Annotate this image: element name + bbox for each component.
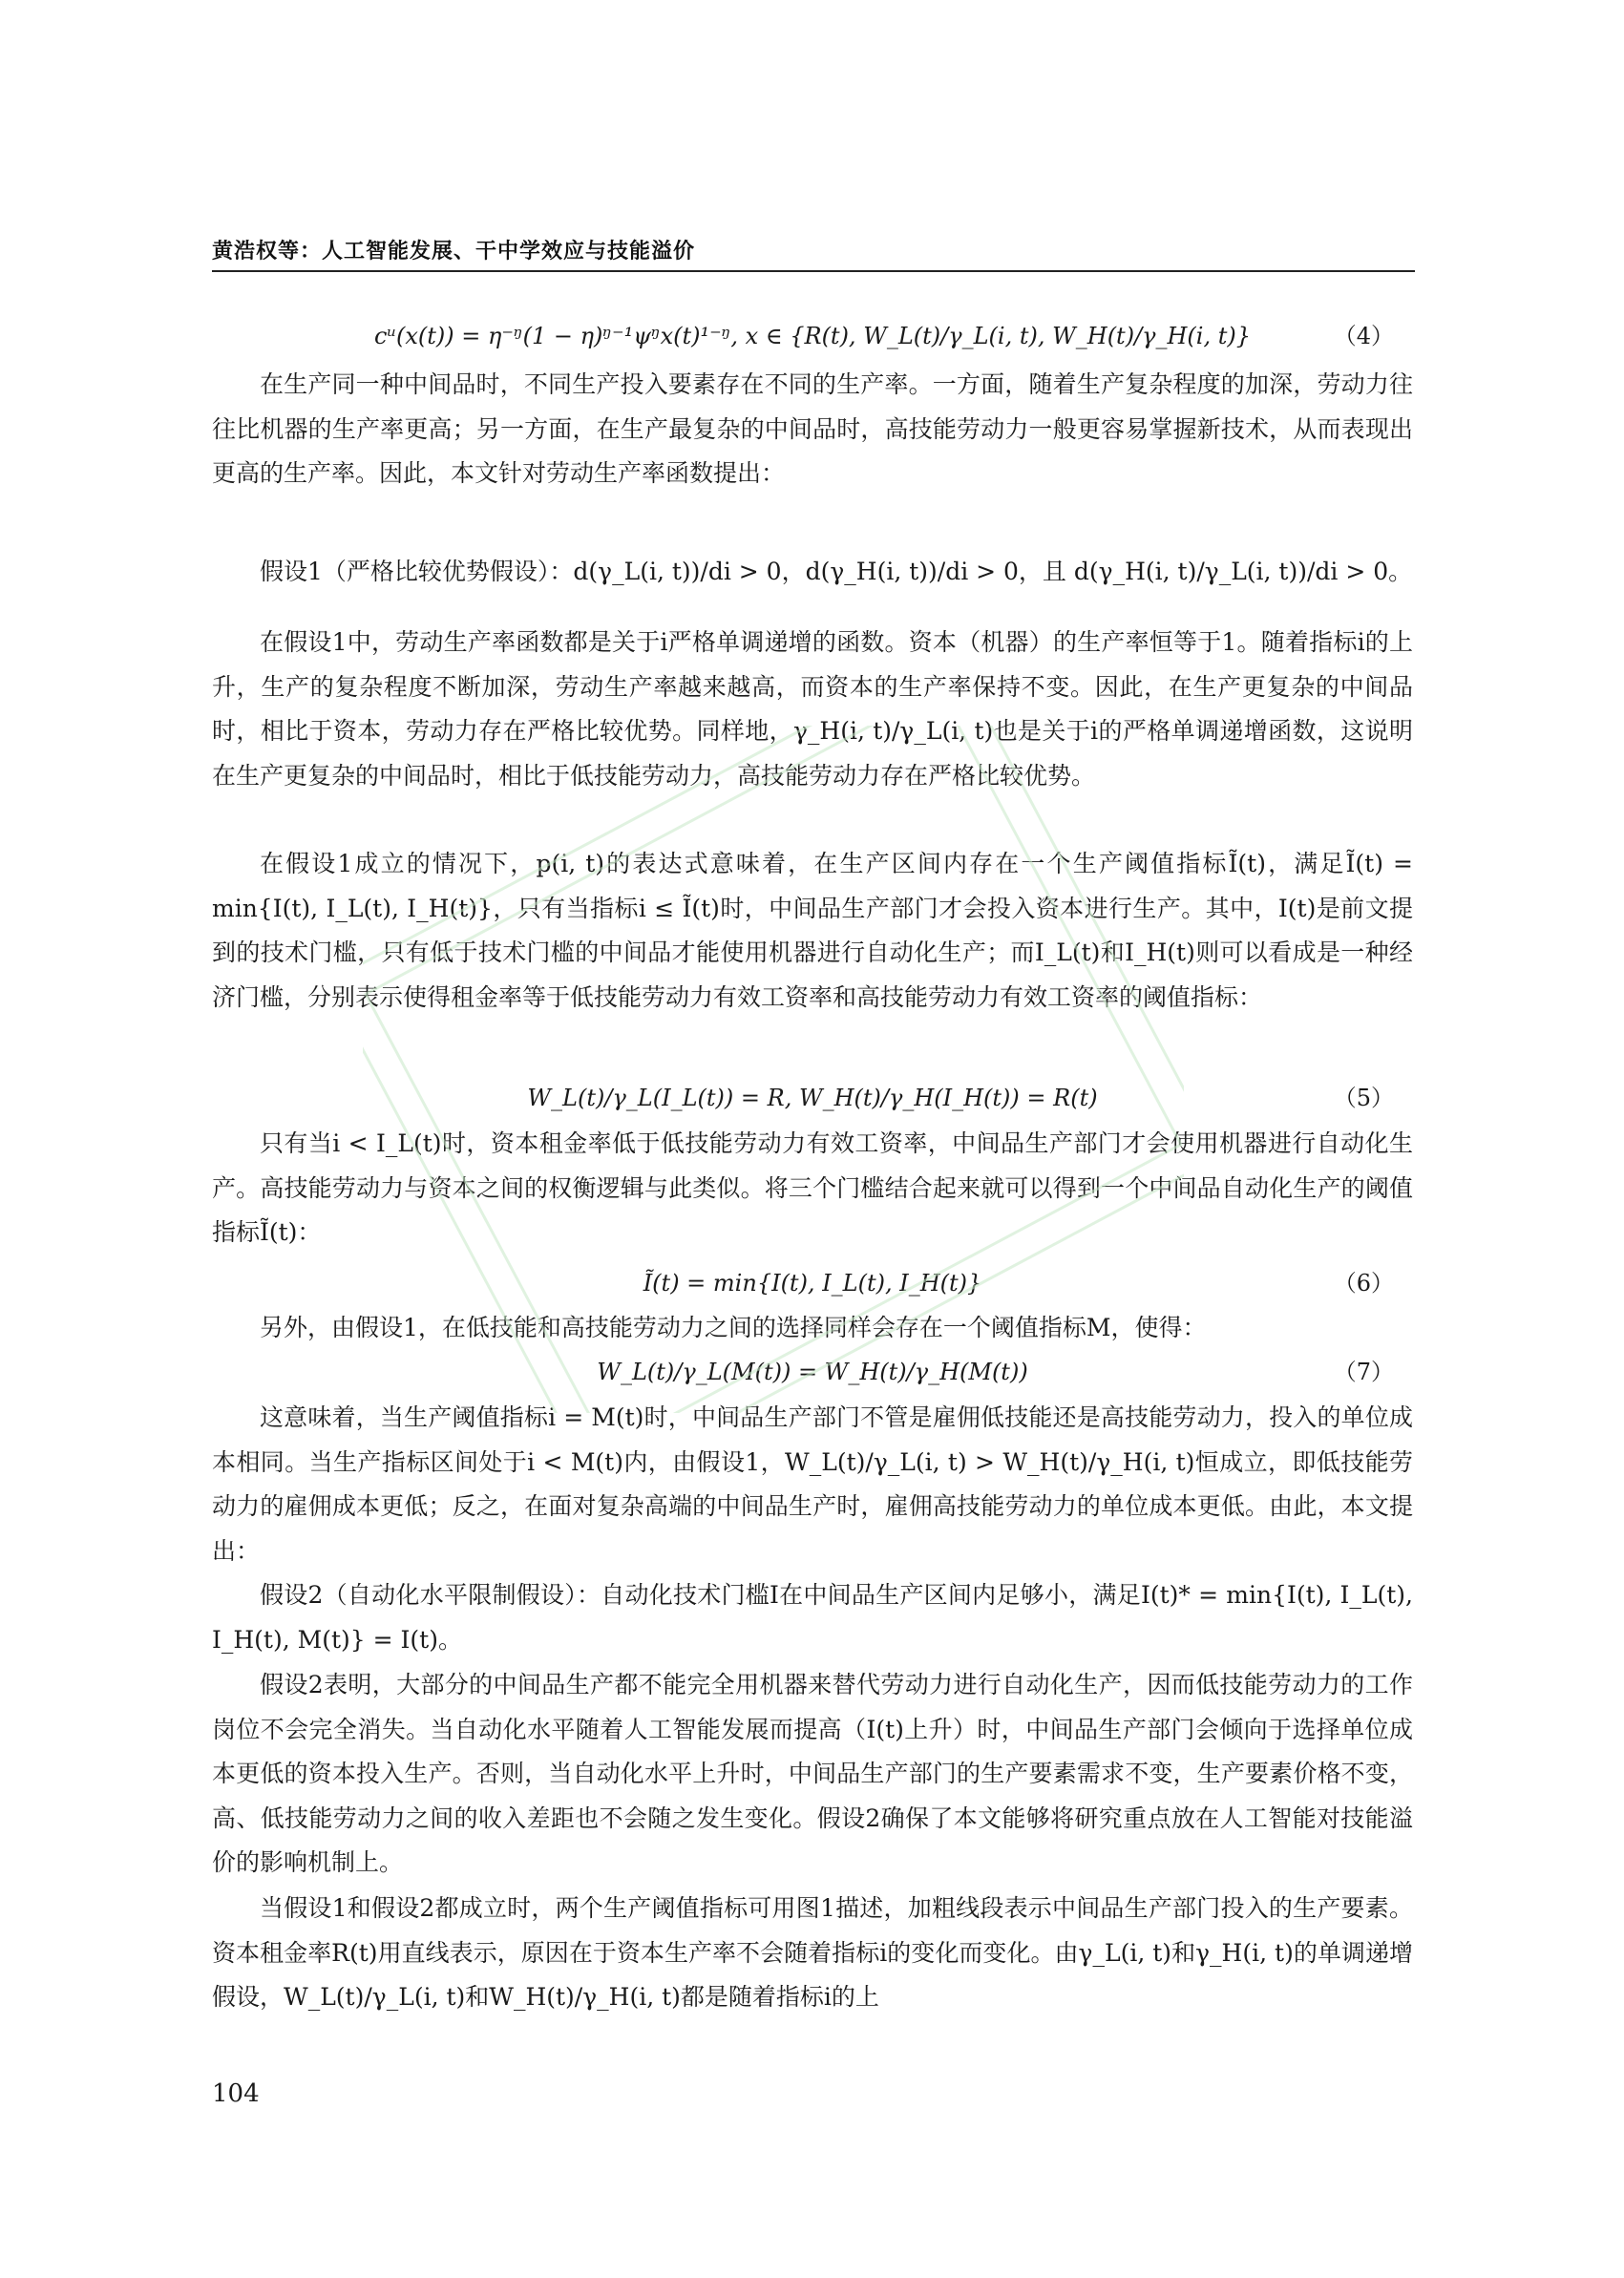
paragraph-productivity: 在生产同一种中间品时，不同生产投入要素存在不同的生产率。一方面，随着生产复杂程度的加深，劳动力往往比机器的生产率更高；另一方面，在生产最复杂的中间品时，高技能劳动力一般更容易掌握新技术，从而表现出更高的生产率。因此，本文针对劳动生产率函数提出： xyxy=(212,370,1413,487)
paragraph-threshold: 在假设1成立的情况下，p(i, t)的表达式意味着，在生产区间内存在一个生产阈值指标Ĩ(t)，满足Ĩ(t) = min{I(t), I_L(t), I_H(t)}，只有当指标i ≤ Ĩ(t)时，中间品生产部门才会投入资本进行生产。其中，I(t)是前文提到的技术门槛，只有低于技术门槛的中间品才能使用机器进行自动化生产；而I_L(t)和I_H(t)则可以看成是一种经济门槛，分别表示使得租金率等于低技能劳动力有效工资率和高技能劳动力有效工资率的阈值指标： xyxy=(212,850,1413,1011)
assumption-1: 假设1（严格比较优势假设）：d(γ_L(i, t))/di > 0，d(γ_H(i, t))/di > 0，且 d(γ_H(i, t)/γ_L(i, t))/di > 0。 xyxy=(260,558,1413,585)
equation-7-number: （7） xyxy=(1333,1359,1394,1385)
equation-6 xyxy=(212,1262,1413,1304)
paragraph-rental-rate: 只有当i < I_L(t)时，资本租金率低于低技能劳动力有效工资率，中间品生产部门才会使用机器进行自动化生产。高技能劳动力与资本之间的权衡逻辑与此类似。将三个门槛结合起来就可以得到一个中间品自动化生产的阈值指标Ĩ(t)： xyxy=(212,1129,1413,1246)
running-head: 黄浩权等：人工智能发展、干中学效应与技能溢价 xyxy=(212,240,696,264)
assumption-2: 假设2（自动化水平限制假设）：自动化技术门槛I在中间品生产区间内足够小，满足I(t)* = min{I(t), I_L(t), I_H(t), M(t)} = I(t)。 xyxy=(212,1581,1413,1654)
equation-4 xyxy=(212,315,1413,357)
equation-5-number: （5） xyxy=(1333,1085,1394,1111)
paragraph-figure1: 当假设1和假设2都成立时，两个生产阈值指标可用图1描述，加粗线段表示中间品生产部门投入的生产要素。资本租金率R(t)用直线表示，原因在于资本生产率不会随着指标i的变化而变化。由γ_L(i, t)和γ_H(i, t)的单调递增假设，W_L(t)/γ_L(i, t)和W_H(t)/γ_H(i, t)都是随着指标i的上 xyxy=(212,1894,1413,2011)
equation-4-number: （4） xyxy=(1333,323,1394,349)
equation-4-formula: cᵘ(x(t)) = η⁻ᵑ(1 − η)ᵑ⁻¹ψᵑx(t)¹⁻ᵑ, x ∈ {R(t), W_L(t)/γ_L(i, t), W_H(t)/γ_H(i, t)} xyxy=(374,323,1251,349)
equation-6-formula: Ĩ(t) = min{I(t), I_L(t), I_H(t)} xyxy=(643,1270,982,1297)
equation-7-formula: W_L(t)/γ_L(M(t)) = W_H(t)/γ_H(M(t)) xyxy=(597,1359,1028,1385)
header-rule xyxy=(212,270,1415,272)
paragraph-assumption2-explained: 假设2表明，大部分的中间品生产都不能完全用机器来替代劳动力进行自动化生产，因而低技能劳动力的工作岗位不会完全消失。当自动化水平随着人工智能发展而提高（I(t)上升）时，中间品生产部门会倾向于选择单位成本更低的资本投入生产。否则，当自动化水平上升时，中间品生产部门的生产要素需求不变，生产要素价格不变，高、低技能劳动力之间的收入差距也不会随之发生变化。假设2确保了本文能够将研究重点放在人工智能对技能溢价的影响机制上。 xyxy=(212,1671,1413,1876)
paragraph-assumption1-explained: 在假设1中，劳动生产率函数都是关于i严格单调递增的函数。资本（机器）的生产率恒等于1。随着指标i的上升，生产的复杂程度不断加深，劳动生产率越来越高，而资本的生产率保持不变。因此，在生产更复杂的中间品时，相比于资本，劳动力存在严格比较优势。同样地，γ_H(i, t)/γ_L(i, t)也是关于i的严格单调递增函数，这说明在生产更复杂的中间品时，相比于低技能劳动力，高技能劳动力存在严格比较优势。 xyxy=(212,628,1413,790)
equation-5 xyxy=(212,1077,1413,1119)
equation-5-formula: W_L(t)/γ_L(I_L(t)) = R, W_H(t)/γ_H(I_H(t)) = R(t) xyxy=(527,1085,1098,1111)
equation-6-number: （6） xyxy=(1333,1270,1394,1297)
paragraph-unit-cost: 这意味着，当生产阈值指标i = M(t)时，中间品生产部门不管是雇佣低技能还是高技能劳动力，投入的单位成本相同。当生产指标区间处于i < M(t)内，由假设1，W_L(t)/γ_L(i, t) > W_H(t)/γ_H(i, t)恒成立，即低技能劳动力的雇佣成本更低；反之，在面对复杂高端的中间品生产时，雇佣高技能劳动力的单位成本更低。由此，本文提出： xyxy=(212,1403,1413,1565)
page-number: 104 xyxy=(212,2079,260,2108)
equation-7 xyxy=(212,1351,1413,1393)
paragraph-threshold-m: 另外，由假设1，在低技能和高技能劳动力之间的选择同样会存在一个阈值指标M，使得： xyxy=(260,1314,1207,1341)
